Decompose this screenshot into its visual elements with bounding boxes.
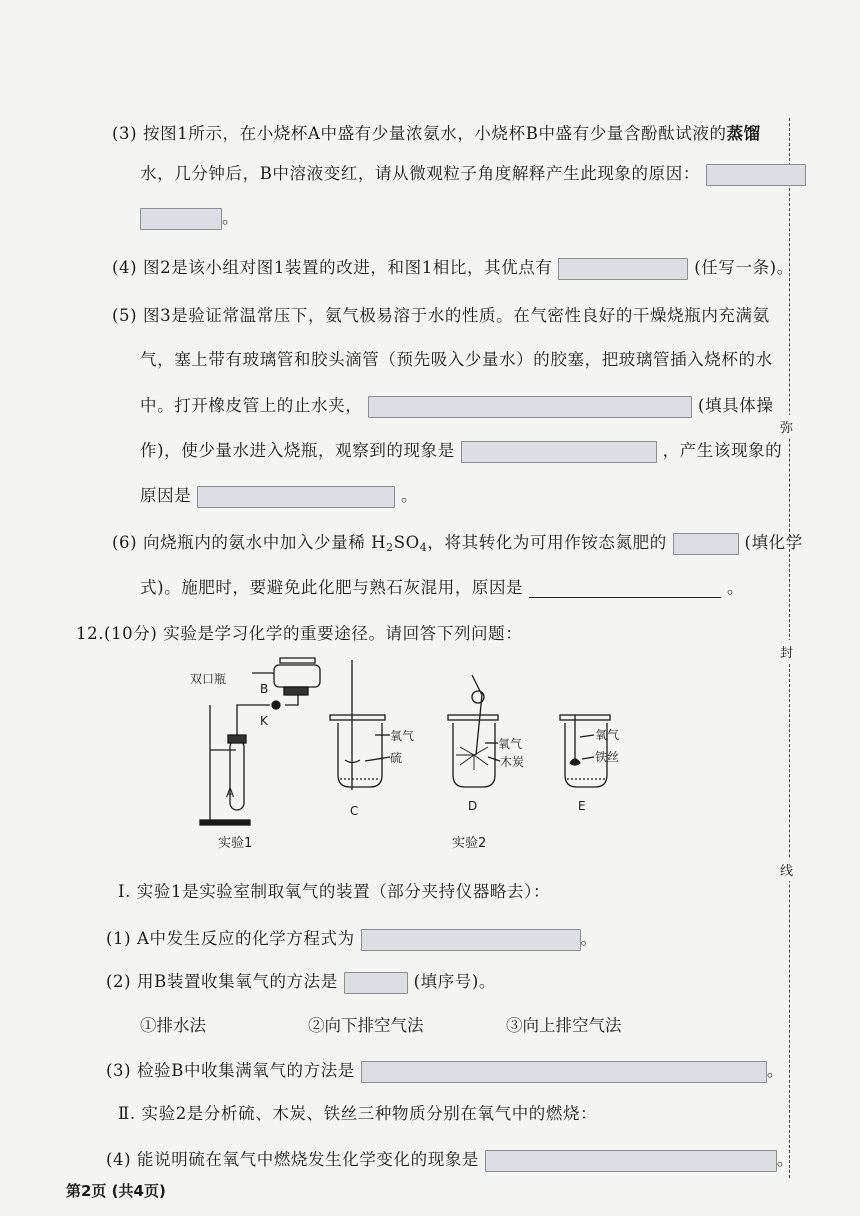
part1-intro: Ⅰ. 实验1是实验室制取氧气的装置（部分夹持仪器略去）：	[118, 882, 551, 901]
e-oxygen-pointer	[580, 735, 594, 737]
part1-q1-answer-blank[interactable]	[361, 929, 581, 951]
iron-wire	[570, 759, 580, 765]
q3-line2: 水，几分钟后，B中溶液变红，请从微观粒子角度解释产生此现象的原因：	[140, 160, 806, 186]
q5-line4: 作)，使少量水进入烧瓶，观察到的现象是 ，产生该现象的	[140, 437, 782, 463]
bottle-b-neck	[284, 687, 308, 695]
q5-line5: 原因是 。	[140, 482, 418, 508]
label-a: A	[226, 786, 235, 800]
label-e-iron: 铁丝	[595, 750, 620, 764]
q3-line3: 。	[140, 204, 239, 230]
label-d-charcoal: 木炭	[500, 755, 525, 769]
label-d: D	[468, 799, 478, 813]
q3-answer-blank-2[interactable]	[140, 208, 222, 230]
part1-q2-answer-blank[interactable]	[344, 972, 408, 994]
label-k: K	[260, 714, 268, 728]
stand-base	[200, 820, 250, 825]
plate-e	[560, 715, 610, 720]
charcoal-burning	[456, 747, 488, 770]
label-b: B	[260, 682, 269, 696]
q12-header: 12.(10分) 实验是学习化学的重要途径。请回答下列问题：	[76, 624, 523, 643]
e-iron-pointer	[582, 757, 594, 759]
q5-line2: 气，塞上带有玻璃管和胶头滴管（预先吸入少量水）的胶塞，把玻璃管插入烧杯的水	[140, 350, 773, 369]
plate-c	[330, 715, 385, 720]
label-d-oxygen: 氧气	[498, 737, 523, 751]
option-3: ③向上排空气法	[506, 1016, 622, 1035]
option-1: ①排水法	[140, 1016, 206, 1035]
stopcock-k	[272, 701, 280, 709]
label-e: E	[578, 799, 586, 813]
test-tube-stopper	[228, 735, 246, 743]
q6-answer-underline[interactable]	[529, 583, 721, 598]
part1-q2: (2) 用B装置收集氧气的方法是 (填序号)。	[106, 968, 496, 994]
bottle-b-body	[274, 665, 320, 687]
part2-intro: Ⅱ. 实验2是分析硫、木炭、铁丝三种物质分别在氧气中的燃烧：	[118, 1104, 598, 1123]
label-bottle: 双口瓶	[190, 672, 227, 686]
q5-answer-blank-operation[interactable]	[368, 396, 692, 418]
q5-line1: (5) 图3是验证常温常压下，氨气极易溶于水的性质。在气密性良好的干燥烧瓶内充满氨	[112, 306, 770, 325]
page-footer: 第2页 (共4页)	[66, 1182, 166, 1200]
q5-answer-blank-reason[interactable]	[197, 486, 395, 508]
q4-line: (4) 图2是该小组对图1装置的改进，和图1相比，其优点有 (任写一条)。	[112, 254, 794, 280]
seal-char-mi: 弥	[780, 415, 793, 438]
plate-d	[448, 715, 498, 720]
q5-line3: 中。打开橡皮管上的止水夹， (填具体操	[140, 392, 773, 418]
part2-q4-answer-blank[interactable]	[485, 1150, 777, 1172]
caption-exp2: 实验2	[452, 836, 487, 851]
label-c-oxygen: 氧气	[390, 729, 415, 743]
part2-q4: (4) 能说明硫在氧气中燃烧发生化学变化的现象是 。	[106, 1146, 794, 1172]
jar-c	[338, 723, 382, 787]
q3-answer-blank-1[interactable]	[706, 164, 806, 186]
bottle-b-mouth	[280, 658, 315, 663]
experiment-figure	[190, 655, 630, 855]
label-c-sulfur: 硫	[390, 751, 403, 765]
part1-q1: (1) A中发生反应的化学方程式为 。	[106, 925, 598, 951]
q6-line1: (6) 向烧瓶内的氨水中加入少量稀 $H_2SO_4$，将其转化为可用作铵态氮肥的 (填化学	[112, 533, 803, 554]
q5-answer-blank-phenomenon[interactable]	[461, 441, 657, 463]
option-2: ②向下排空气法	[308, 1016, 424, 1035]
q3-line1: (3) 按图1所示，在小烧杯A中盛有少量浓氨水，小烧杯B中盛有少量含酚酞试液的蒸馏	[112, 124, 761, 143]
q4-answer-blank[interactable]	[558, 258, 688, 280]
label-c: C	[350, 804, 359, 818]
part1-q3-answer-blank[interactable]	[361, 1061, 767, 1083]
seal-char-xian: 线	[780, 858, 793, 881]
label-e-oxygen: 氧气	[595, 728, 620, 742]
c-sulfur-pointer	[365, 757, 390, 761]
part1-q3: (3) 检验B中收集满氧气的方法是 。	[106, 1057, 784, 1083]
q6-answer-blank-formula[interactable]	[673, 533, 739, 555]
caption-exp1: 实验1	[218, 836, 253, 851]
d-charcoal-pointer	[488, 757, 500, 761]
q6-line2: 式)。施肥时，要避免此化肥与熟石灰混用，原因是 。	[140, 578, 745, 597]
seal-char-feng: 封	[780, 640, 793, 663]
